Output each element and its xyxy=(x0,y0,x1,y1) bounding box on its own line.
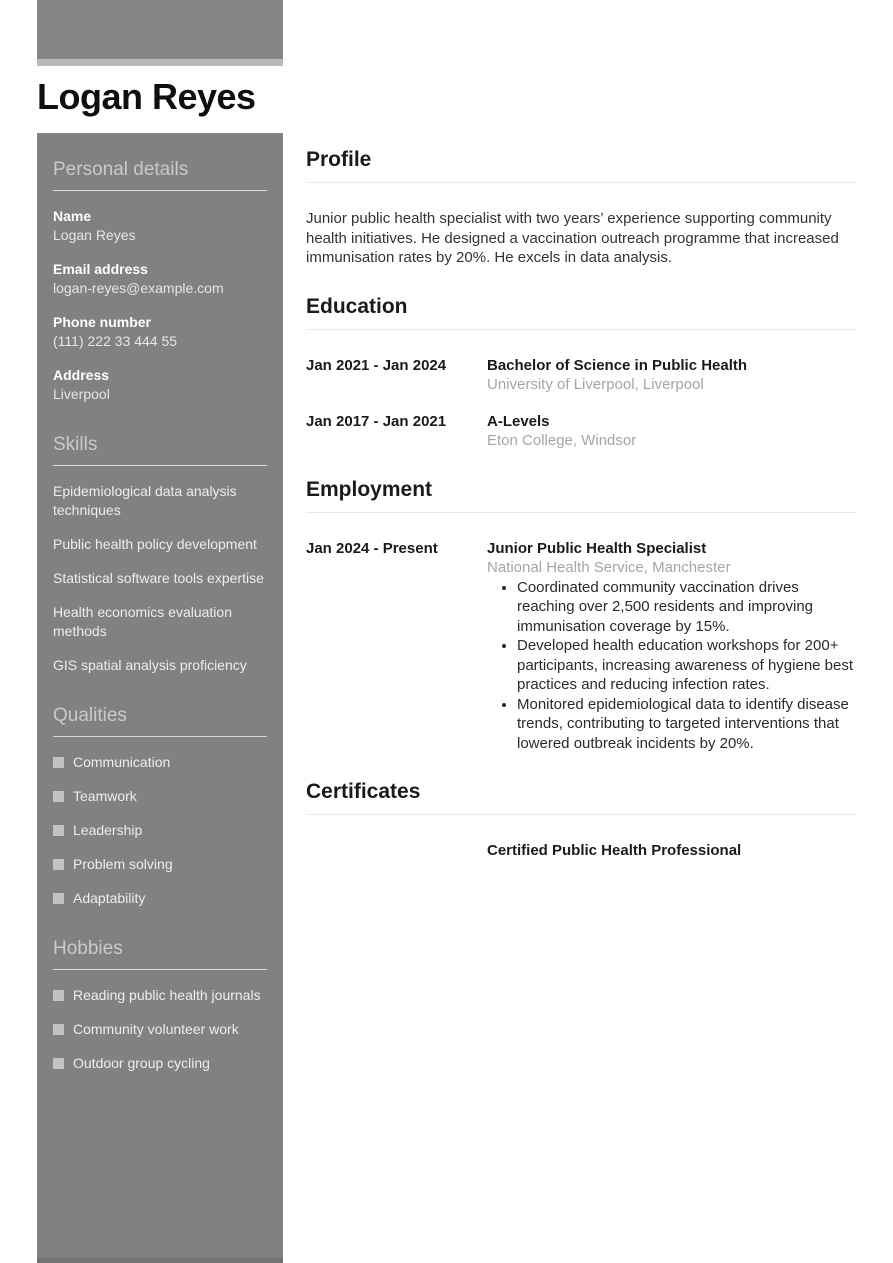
skills-title: Skills xyxy=(53,434,267,466)
field-label: Phone number xyxy=(53,314,152,330)
photo-placeholder xyxy=(37,0,283,59)
qualities-list xyxy=(53,753,267,908)
hobby-item xyxy=(53,1020,267,1039)
quality-item xyxy=(53,787,267,806)
education-list xyxy=(306,356,856,451)
skill-item: Health economics evaluation methods xyxy=(53,604,232,639)
square-bullet-icon xyxy=(53,791,64,802)
quality-label: Communication xyxy=(73,754,171,770)
quality-item xyxy=(53,855,267,874)
square-bullet-icon xyxy=(53,1024,64,1035)
education-section xyxy=(306,295,856,451)
hobby-label: Outdoor group cycling xyxy=(73,1055,210,1071)
personal-detail-field xyxy=(53,260,267,298)
personal-detail-field xyxy=(53,207,267,245)
qualities-title: Qualities xyxy=(53,705,267,737)
hobbies-title: Hobbies xyxy=(53,938,267,970)
employment-section xyxy=(306,478,856,754)
square-bullet-icon xyxy=(53,990,64,1001)
square-bullet-icon xyxy=(53,859,64,870)
entry-period: Jan 2021 - Jan 2024 xyxy=(306,356,447,374)
quality-label: Adaptability xyxy=(73,890,146,906)
square-bullet-icon xyxy=(53,757,64,768)
personal-details-section xyxy=(53,159,267,404)
entry-details xyxy=(487,539,856,754)
field-label: Name xyxy=(53,208,92,224)
hobby-label: Community volunteer work xyxy=(73,1021,239,1037)
skill-item: Epidemiological data analysis techniques xyxy=(53,483,237,518)
education-entry xyxy=(306,412,856,451)
page-title: Logan Reyes xyxy=(37,76,256,117)
skill-item: GIS spatial analysis proficiency xyxy=(53,657,247,673)
skill-item: Public health policy development xyxy=(53,536,257,552)
entry-details xyxy=(487,412,856,451)
certificates-title: Certificates xyxy=(306,780,856,815)
education-entry xyxy=(306,356,856,395)
sidebar xyxy=(37,133,283,1263)
job-bullet-list xyxy=(487,578,856,754)
skills-section xyxy=(53,434,267,675)
entry-period: Jan 2017 - Jan 2021 xyxy=(306,412,447,430)
employment-entry xyxy=(306,539,856,754)
quality-item xyxy=(53,821,267,840)
profile-text: Junior public health specialist with two years’ experience supporting community health initiatives. He designed a vaccination outreach programme that increased immunisation rates by 20%. He excels in data analysis. xyxy=(306,210,839,266)
job-bullet: • Developed health education workshops for 200+ participants, increasing awareness of hygiene best practices and reducing infection rates. xyxy=(517,636,856,695)
quality-label: Leadership xyxy=(73,822,143,838)
quality-label: Problem solving xyxy=(73,856,173,872)
entry-degree: Bachelor of Science in Public Health xyxy=(487,356,748,374)
entry-details xyxy=(487,356,856,395)
skills-list xyxy=(53,482,267,675)
entry-degree: A-Levels xyxy=(487,412,550,430)
field-value: (111) 222 33 444 55 xyxy=(53,333,178,349)
certificates-section xyxy=(306,780,856,861)
quality-item xyxy=(53,753,267,772)
entry-role: Junior Public Health Specialist xyxy=(487,539,707,557)
hobbies-list xyxy=(53,986,267,1073)
hobby-item xyxy=(53,1054,267,1073)
field-label: Email address xyxy=(53,261,148,277)
quality-label: Teamwork xyxy=(73,788,137,804)
certificate-entry xyxy=(306,841,856,861)
field-value: logan-reyes@example.com xyxy=(53,280,224,296)
certificate-name: Certified Public Health Professional xyxy=(487,842,742,859)
entry-period: Jan 2024 - Present xyxy=(306,539,438,557)
job-bullet: • Monitored epidemiological data to identify disease trends, contributing to targeted interventions that lowered outbreak incidents by 20%. xyxy=(517,695,856,754)
employment-title: Employment xyxy=(306,478,856,513)
education-title: Education xyxy=(306,295,856,330)
job-bullet: • Coordinated community vaccination drives reaching over 2,500 residents and improving immunisation coverage by 15%. xyxy=(517,578,856,637)
hobbies-section xyxy=(53,938,267,1073)
entry-institution: Eton College, Windsor xyxy=(487,432,637,449)
profile-section xyxy=(306,148,856,268)
quality-item xyxy=(53,889,267,908)
photo-placeholder-strip xyxy=(37,59,283,66)
personal-details-list xyxy=(53,207,267,404)
personal-details-title: Personal details xyxy=(53,159,267,191)
field-value: Logan Reyes xyxy=(53,227,136,243)
sidebar-bottom-strip xyxy=(37,1258,283,1263)
field-label: Address xyxy=(53,367,110,383)
hobby-item xyxy=(53,986,267,1005)
entry-company: National Health Service, Manchester xyxy=(487,559,731,576)
personal-detail-field xyxy=(53,313,267,351)
skill-item: Statistical software tools expertise xyxy=(53,570,264,586)
personal-detail-field xyxy=(53,366,267,404)
square-bullet-icon xyxy=(53,825,64,836)
main-content xyxy=(306,148,856,861)
square-bullet-icon xyxy=(53,1058,64,1069)
hobby-label: Reading public health journals xyxy=(73,987,261,1003)
profile-title: Profile xyxy=(306,148,856,183)
qualities-section xyxy=(53,705,267,908)
entry-period-empty xyxy=(306,841,487,861)
field-value: Liverpool xyxy=(53,386,110,402)
entry-institution: University of Liverpool, Liverpool xyxy=(487,376,704,393)
square-bullet-icon xyxy=(53,893,64,904)
